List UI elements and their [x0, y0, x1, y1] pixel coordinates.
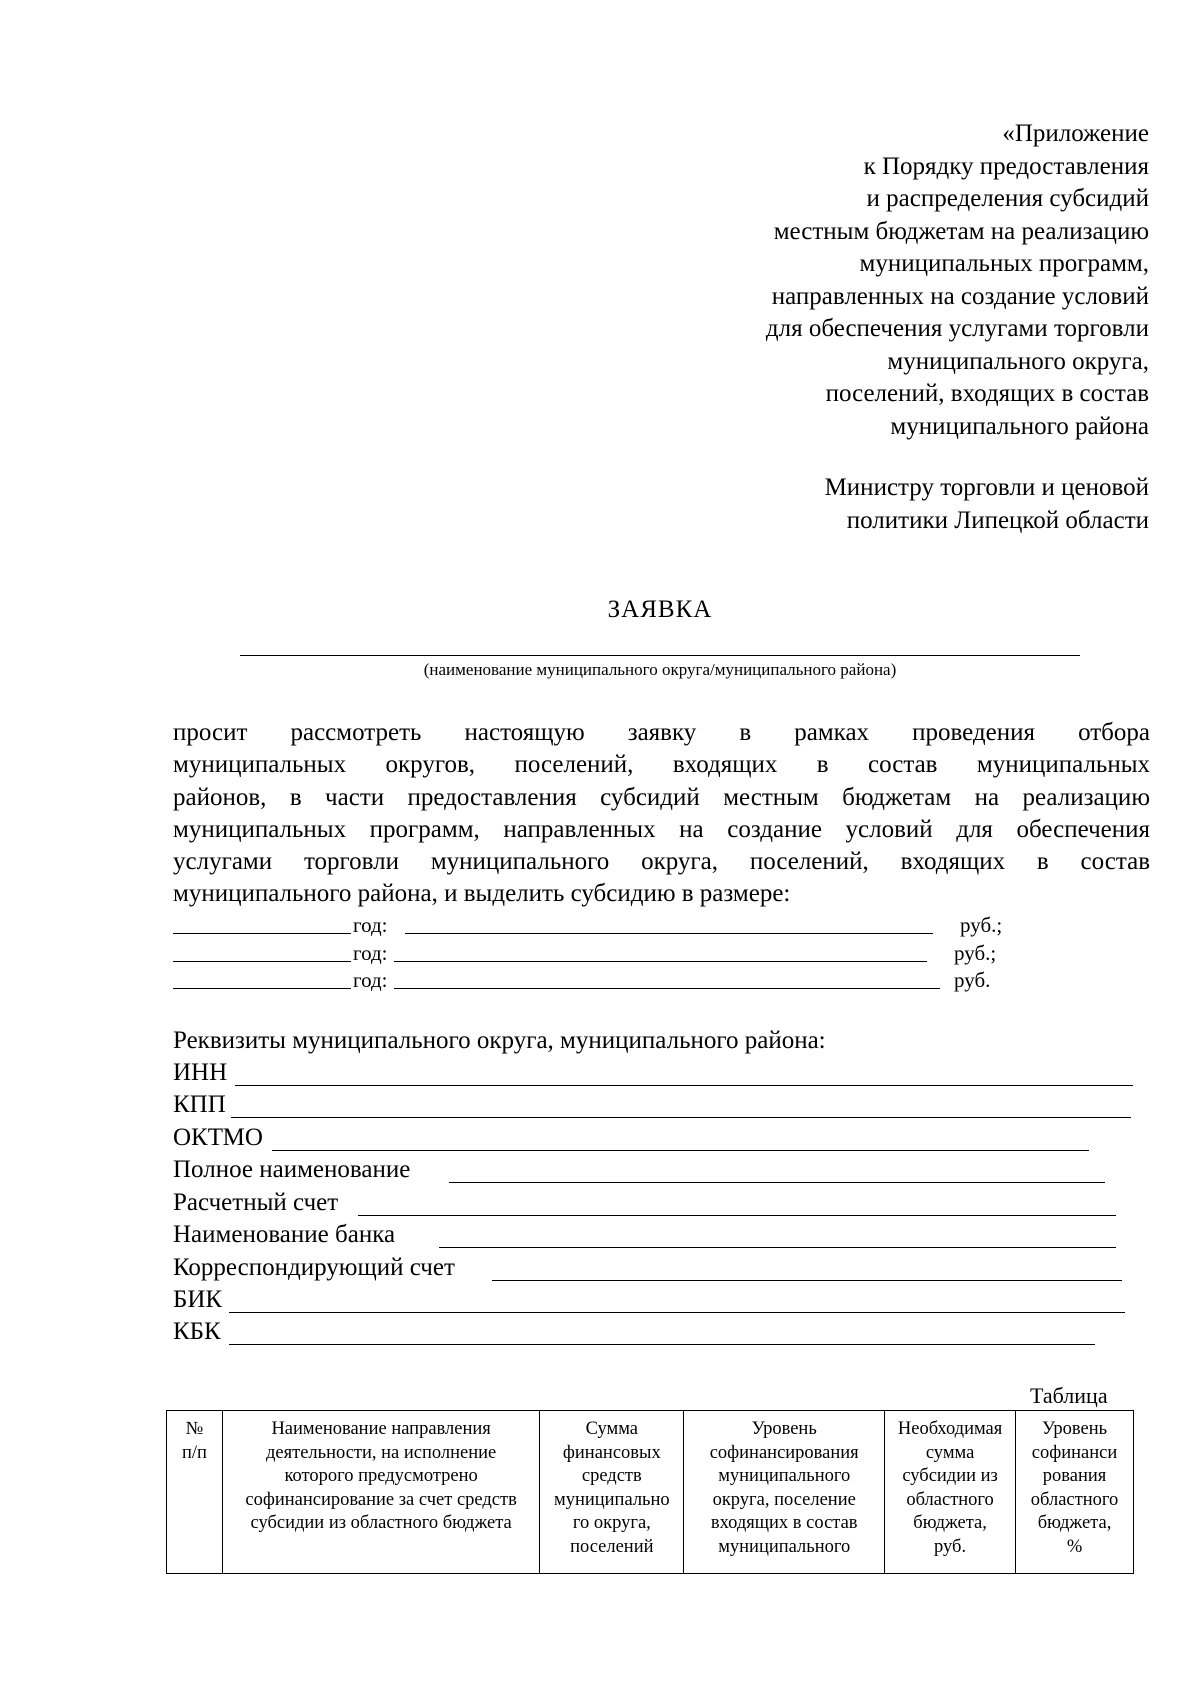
table-header-row	[167, 1411, 1134, 1574]
table-header-cell	[540, 1411, 684, 1574]
header-line: муниципальных программ,	[859, 250, 1149, 277]
header-cell-text: Уровень софинансирования муниципального округа, поселение входящих в состав муниципального	[709, 1419, 859, 1557]
subsidy-year-row	[173, 913, 1133, 939]
header-line: муниципального района	[890, 412, 1149, 440]
table-header-cell	[222, 1411, 539, 1574]
header-line: «Приложение	[1002, 120, 1149, 147]
requisite-label: Наименование банка	[173, 1221, 396, 1248]
addressee-line: политики Липецкой области	[846, 506, 1149, 534]
requisite-blank[interactable]	[449, 1182, 1105, 1183]
requisite-label: Расчетный счет	[173, 1189, 339, 1216]
request-text-line: муниципальных программ, направленных на создание условий для обеспечения	[173, 815, 1150, 843]
requisite-corr-account	[173, 1254, 1133, 1286]
requisite-account	[173, 1189, 1133, 1221]
year-label: год:	[353, 968, 388, 992]
appendix-header	[589, 118, 1149, 443]
requisite-full-name	[173, 1156, 1133, 1188]
header-line: к Порядку предоставления	[863, 152, 1149, 180]
requisite-kbk	[173, 1318, 1133, 1350]
request-text-line: услугами торговли муниципального округа, поселений, входящих в состав	[173, 848, 1150, 876]
requisite-blank[interactable]	[229, 1312, 1125, 1313]
currency-label: руб.;	[954, 941, 997, 965]
header-cell-text: № п/п	[181, 1419, 207, 1463]
addressee-line: Министру торговли и ценовой	[824, 474, 1149, 501]
table-header-cell	[684, 1411, 885, 1574]
requisite-kpp	[173, 1091, 1133, 1123]
header-line: муниципального округа,	[887, 347, 1149, 375]
currency-label: руб.;	[960, 913, 1003, 937]
request-text-line: районов, в части предоставления субсидий местным бюджетам на реализацию	[173, 783, 1150, 811]
currency-label: руб.	[954, 968, 991, 992]
year-blank[interactable]	[173, 961, 351, 962]
requisite-label: БИК	[173, 1286, 223, 1313]
requisite-blank[interactable]	[358, 1215, 1116, 1216]
requisite-blank[interactable]	[231, 1117, 1131, 1118]
addressee	[589, 472, 1149, 537]
requisite-blank[interactable]	[272, 1150, 1089, 1151]
header-line: местным бюджетам на реализацию	[773, 217, 1149, 245]
requisites-title: Реквизиты муниципального округа, муниципального района:	[173, 1027, 826, 1054]
requisite-bik	[173, 1286, 1133, 1318]
header-line: для обеспечения услугами торговли	[765, 315, 1149, 342]
document-title: ЗАЯВКА	[607, 596, 713, 623]
requisite-label: Полное наименование	[173, 1156, 411, 1183]
requisite-inn	[173, 1059, 1133, 1091]
header-cell-text: Необходимая сумма субсидии из областного бюджета, руб.	[897, 1419, 1003, 1557]
year-blank[interactable]	[173, 933, 351, 934]
subsidy-table	[166, 1410, 1134, 1574]
year-blank[interactable]	[173, 988, 351, 989]
requisite-label: КБК	[173, 1318, 221, 1345]
header-line: поселений, входящих в состав	[825, 380, 1149, 407]
amount-blank[interactable]	[394, 961, 927, 962]
subsidy-year-row	[173, 968, 1133, 994]
request-text-line: муниципального района, и выделить субсидию в размере:	[173, 880, 791, 908]
request-text-line: просит рассмотреть настоящую заявку в рамках проведения отбора	[173, 719, 1150, 746]
year-label: год:	[353, 913, 388, 937]
request-text-line: муниципальных округов, поселений, входящих в состав муниципальных	[173, 751, 1150, 779]
requisite-blank[interactable]	[229, 1344, 1095, 1345]
requisite-bank-name	[173, 1221, 1133, 1253]
subsidy-year-row	[173, 941, 1133, 967]
requisite-blank[interactable]	[235, 1085, 1133, 1086]
requisite-blank[interactable]	[439, 1247, 1116, 1248]
requisite-label: Корреспондирующий счет	[173, 1254, 455, 1281]
header-cell-text: Сумма финансовых средств муниципально го округа, поселений	[553, 1419, 670, 1557]
amount-blank[interactable]	[394, 988, 940, 989]
municipality-name-blank[interactable]	[240, 655, 1080, 656]
table-caption: Таблица	[1030, 1383, 1108, 1408]
municipality-name-caption: (наименование муниципального округа/муниципального района)	[423, 660, 897, 679]
table-header-cell	[885, 1411, 1016, 1574]
requisite-oktmo	[173, 1124, 1133, 1156]
request-text	[173, 717, 1150, 911]
table-header-cell	[1016, 1411, 1134, 1574]
requisite-label: ИНН	[173, 1059, 228, 1086]
table-header-cell	[167, 1411, 223, 1574]
amount-blank[interactable]	[405, 933, 933, 934]
header-line: направленных на создание условий	[771, 282, 1149, 310]
header-cell-text: Наименование направления деятельности, на исполнение которого предусмотрено софинансирование за счет средств субсидии из областного бюджета	[245, 1419, 517, 1533]
header-cell-text: Уровень софинанси рования областного бюджета, %	[1030, 1419, 1119, 1557]
requisite-blank[interactable]	[492, 1280, 1122, 1281]
header-line: и распределения субсидий	[866, 185, 1149, 212]
year-label: год:	[353, 941, 388, 965]
requisite-label: ОКТМО	[173, 1124, 263, 1151]
requisite-label: КПП	[173, 1091, 226, 1118]
